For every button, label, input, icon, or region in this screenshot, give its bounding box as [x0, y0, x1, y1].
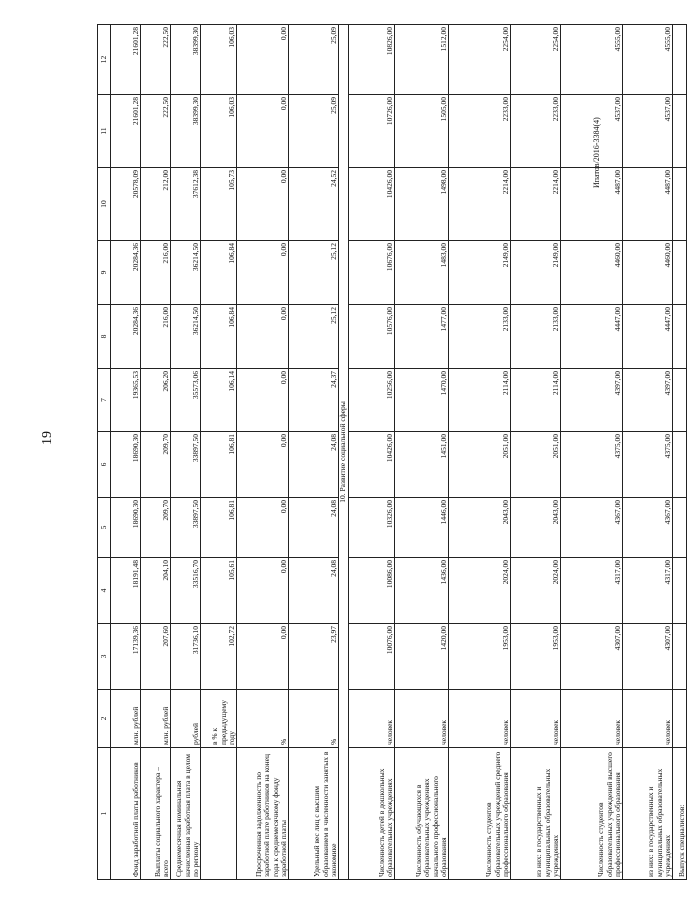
indicator-label: из них: в государственных и муниципальных образовательных учреждениях — [623, 748, 673, 880]
value-cell: 222,50 — [141, 95, 171, 168]
value-cell: 4307,00 — [623, 624, 673, 690]
value-cell: 0,00 — [237, 624, 289, 690]
value-cell: 105,73 — [201, 168, 237, 241]
indicator-label: Фонд заработной платы работников — [111, 748, 141, 880]
value-cell: 38399,30 — [171, 25, 201, 95]
value-cell: 212,00 — [141, 168, 171, 241]
value-cell: 209,70 — [141, 432, 171, 498]
value-cell: 19365,53 — [111, 369, 141, 432]
document-footer: Ипатов/2016-3384(4) — [592, 117, 601, 188]
unit-label: % — [289, 690, 339, 748]
section-title-row — [339, 25, 349, 880]
indicator-label: Численность студентов образовательных учреждений среднего профессионального образования — [449, 748, 511, 880]
value-cell — [673, 25, 687, 95]
column-number: 3 — [98, 624, 111, 690]
indicator-label: из них: в государственных и муниципальных образовательных учреждениях — [511, 748, 561, 880]
table-row — [395, 25, 449, 880]
value-cell: 2043,00 — [511, 498, 561, 558]
value-cell: 36214,50 — [171, 241, 201, 305]
value-cell: 10826,00 — [349, 25, 395, 95]
table-row — [511, 25, 561, 880]
value-cell: 1505,00 — [395, 95, 449, 168]
value-cell: 1446,00 — [395, 498, 449, 558]
value-cell: 2233,00 — [511, 95, 561, 168]
value-cell: 38399,30 — [171, 95, 201, 168]
indicator-label: Удельный вес лиц с высшим образованием в численности занятых в экономике — [289, 748, 339, 880]
value-cell: 4537,00 — [623, 95, 673, 168]
value-cell: 4375,00 — [561, 432, 623, 498]
column-number: 6 — [98, 432, 111, 498]
value-cell: 10076,00 — [349, 624, 395, 690]
value-cell: 23,97 — [289, 624, 339, 690]
value-cell: 4460,00 — [623, 241, 673, 305]
value-cell: 206,20 — [141, 369, 171, 432]
indicator-label — [201, 748, 237, 880]
value-cell — [673, 95, 687, 168]
indicator-label: Численность детей в дошкольных образовательных учреждениях — [349, 748, 395, 880]
value-cell: 207,60 — [141, 624, 171, 690]
value-cell: 2043,00 — [449, 498, 511, 558]
value-cell: 20578,09 — [111, 168, 141, 241]
value-cell: 24,37 — [289, 369, 339, 432]
value-cell: 106,84 — [201, 241, 237, 305]
value-cell: 2149,00 — [511, 241, 561, 305]
value-cell: 216,00 — [141, 305, 171, 369]
value-cell — [673, 558, 687, 624]
value-cell: 1436,00 — [395, 558, 449, 624]
column-number: 12 — [98, 25, 111, 95]
value-cell: 25,12 — [289, 305, 339, 369]
value-cell: 2133,00 — [511, 305, 561, 369]
value-cell: 4397,00 — [623, 369, 673, 432]
column-number: 7 — [98, 369, 111, 432]
value-cell: 4367,00 — [561, 498, 623, 558]
value-cell — [673, 498, 687, 558]
value-cell: 24,08 — [289, 558, 339, 624]
table-row — [171, 25, 201, 880]
unit-label: человек — [395, 690, 449, 748]
value-cell: 2233,00 — [449, 95, 511, 168]
table-row — [237, 25, 289, 880]
value-cell: 24,08 — [289, 498, 339, 558]
value-cell: 1420,00 — [395, 624, 449, 690]
value-cell: 33516,70 — [171, 558, 201, 624]
value-cell: 0,00 — [237, 432, 289, 498]
value-cell: 4555,00 — [623, 25, 673, 95]
value-cell: 2254,00 — [511, 25, 561, 95]
value-cell: 105,61 — [201, 558, 237, 624]
value-cell: 10426,00 — [349, 168, 395, 241]
column-number: 4 — [98, 558, 111, 624]
value-cell: 25,09 — [289, 95, 339, 168]
value-cell: 4317,00 — [561, 558, 623, 624]
value-cell: 0,00 — [237, 25, 289, 95]
value-cell: 10326,00 — [349, 498, 395, 558]
column-number: 11 — [98, 95, 111, 168]
value-cell: 4307,00 — [561, 624, 623, 690]
value-cell: 1953,00 — [511, 624, 561, 690]
value-cell: 4487,00 — [623, 168, 673, 241]
value-cell: 1470,00 — [395, 369, 449, 432]
value-cell: 2133,00 — [449, 305, 511, 369]
column-number: 1 — [98, 748, 111, 880]
column-number: 2 — [98, 690, 111, 748]
value-cell: 106,14 — [201, 369, 237, 432]
value-cell: 18690,30 — [111, 498, 141, 558]
unit-label: рублей — [171, 690, 201, 748]
value-cell: 10426,00 — [349, 432, 395, 498]
value-cell: 33897,50 — [171, 432, 201, 498]
value-cell: 216,00 — [141, 241, 171, 305]
value-cell: 0,00 — [237, 498, 289, 558]
value-cell — [673, 305, 687, 369]
column-number: 8 — [98, 305, 111, 369]
unit-label: % — [237, 690, 289, 748]
value-cell: 10726,00 — [349, 95, 395, 168]
value-cell: 31736,10 — [171, 624, 201, 690]
value-cell: 106,03 — [201, 25, 237, 95]
value-cell: 2214,00 — [511, 168, 561, 241]
value-cell: 0,00 — [237, 369, 289, 432]
indicator-label: Среднемесячная номинальная начисленная заработная плата в целом по региону — [171, 748, 201, 880]
value-cell: 25,09 — [289, 25, 339, 95]
value-cell: 1451,00 — [395, 432, 449, 498]
value-cell: 0,00 — [237, 168, 289, 241]
unit-label — [673, 690, 687, 748]
value-cell: 20284,36 — [111, 305, 141, 369]
value-cell: 33897,50 — [171, 498, 201, 558]
value-cell: 2149,00 — [449, 241, 511, 305]
value-cell — [673, 241, 687, 305]
value-cell: 4367,00 — [623, 498, 673, 558]
rotated-table-wrapper — [97, 25, 687, 880]
page-number: 19 — [40, 431, 55, 445]
value-cell — [673, 168, 687, 241]
value-cell: 1483,00 — [395, 241, 449, 305]
value-cell: 2051,00 — [449, 432, 511, 498]
value-cell: 21601,28 — [111, 25, 141, 95]
table-row — [111, 25, 141, 880]
unit-label: человек — [349, 690, 395, 748]
value-cell: 209,70 — [141, 498, 171, 558]
column-number-row — [98, 25, 111, 880]
value-cell: 204,10 — [141, 558, 171, 624]
value-cell: 4555,00 — [561, 25, 623, 95]
unit-label: млн. рублей — [141, 690, 171, 748]
value-cell: 106,81 — [201, 432, 237, 498]
indicator-label: Просроченная задолженность по заработной плате работников на конец года к среднемесячному фонду заработной платы — [237, 748, 289, 880]
value-cell: 0,00 — [237, 95, 289, 168]
value-cell: 2114,00 — [511, 369, 561, 432]
value-cell: 2024,00 — [449, 558, 511, 624]
table-row — [623, 25, 673, 880]
value-cell: 10256,00 — [349, 369, 395, 432]
value-cell: 10086,00 — [349, 558, 395, 624]
value-cell — [673, 624, 687, 690]
section-title: 10. Развитие социальной сферы — [339, 25, 349, 880]
table-row — [561, 25, 623, 880]
table-row — [349, 25, 395, 880]
value-cell: 1498,00 — [395, 168, 449, 241]
value-cell: 106,03 — [201, 95, 237, 168]
value-cell: 4460,00 — [561, 241, 623, 305]
unit-label: человек — [561, 690, 623, 748]
value-cell: 4375,00 — [623, 432, 673, 498]
value-cell: 4537,00 — [561, 95, 623, 168]
unit-label: человек — [623, 690, 673, 748]
value-cell: 18191,48 — [111, 558, 141, 624]
indicator-label: Численность студентов образовательных учреждений высшего профессионального образования — [561, 748, 623, 880]
table-row — [289, 25, 339, 880]
value-cell: 35573,06 — [171, 369, 201, 432]
value-cell: 1512,00 — [395, 25, 449, 95]
value-cell: 4447,00 — [561, 305, 623, 369]
table-row — [449, 25, 511, 880]
value-cell: 106,81 — [201, 498, 237, 558]
value-cell: 102,72 — [201, 624, 237, 690]
value-cell: 2114,00 — [449, 369, 511, 432]
column-number: 10 — [98, 168, 111, 241]
value-cell: 106,84 — [201, 305, 237, 369]
table-row — [201, 25, 237, 880]
column-number: 9 — [98, 241, 111, 305]
value-cell: 4487,00 — [561, 168, 623, 241]
indicator-label: Выпуск специалистов: — [673, 748, 687, 880]
value-cell: 4447,00 — [623, 305, 673, 369]
value-cell: 2254,00 — [449, 25, 511, 95]
unit-label: человек — [449, 690, 511, 748]
value-cell: 1953,00 — [449, 624, 511, 690]
value-cell: 0,00 — [237, 558, 289, 624]
indicator-label: Численность обучающихся в образовательных учреждениях начального профессионального образования — [395, 748, 449, 880]
value-cell — [673, 432, 687, 498]
value-cell: 2214,00 — [449, 168, 511, 241]
statistics-table — [97, 24, 687, 880]
value-cell: 24,52 — [289, 168, 339, 241]
value-cell: 25,12 — [289, 241, 339, 305]
value-cell: 10676,00 — [349, 241, 395, 305]
unit-label: млн. рублей — [111, 690, 141, 748]
value-cell: 222,50 — [141, 25, 171, 95]
value-cell — [673, 369, 687, 432]
value-cell: 17139,36 — [111, 624, 141, 690]
unit-label: человек — [511, 690, 561, 748]
table-row — [141, 25, 171, 880]
value-cell: 37612,38 — [171, 168, 201, 241]
value-cell: 18690,30 — [111, 432, 141, 498]
value-cell: 2024,00 — [511, 558, 561, 624]
value-cell: 36214,50 — [171, 305, 201, 369]
value-cell: 0,00 — [237, 241, 289, 305]
value-cell: 10576,00 — [349, 305, 395, 369]
value-cell: 1477,00 — [395, 305, 449, 369]
value-cell: 4397,00 — [561, 369, 623, 432]
unit-label: в % к предыдущему году — [201, 690, 237, 748]
value-cell: 20284,36 — [111, 241, 141, 305]
table-row — [673, 25, 687, 880]
indicator-label: Выплаты социального характера – всего — [141, 748, 171, 880]
value-cell: 0,00 — [237, 305, 289, 369]
value-cell: 2051,00 — [511, 432, 561, 498]
value-cell: 4317,00 — [623, 558, 673, 624]
value-cell: 21601,28 — [111, 95, 141, 168]
value-cell: 24,08 — [289, 432, 339, 498]
column-number: 5 — [98, 498, 111, 558]
